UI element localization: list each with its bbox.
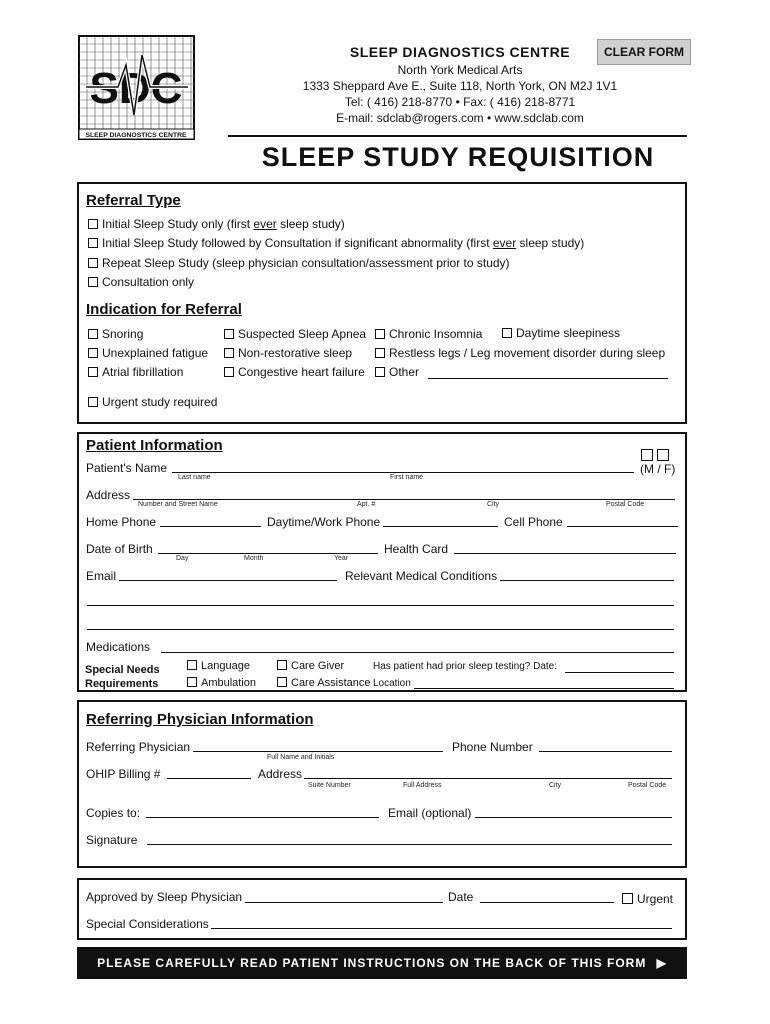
physician-email-label: Email (optional) [388, 806, 472, 820]
checkbox[interactable] [88, 367, 98, 377]
apt-hint: Apt. # [357, 501, 376, 508]
email-input[interactable] [119, 580, 337, 581]
physician-city-hint: City [549, 782, 562, 789]
email-label: Email [86, 569, 117, 583]
signature-input[interactable] [147, 844, 672, 845]
referring-physician-input[interactable] [193, 751, 443, 752]
indication-atrial[interactable]: Atrial fibrillation [88, 365, 183, 379]
checkbox[interactable] [88, 397, 98, 407]
physician-postal-hint: Postal Code [628, 782, 667, 789]
clear-form-button[interactable]: CLEAR FORM [597, 39, 691, 65]
need-care-assistance[interactable]: Care Assistance [277, 677, 370, 689]
org-subtitle: North York Medical Arts [397, 63, 523, 77]
checkbox[interactable] [88, 277, 98, 287]
copies-input[interactable] [146, 817, 379, 818]
male-checkbox[interactable] [641, 449, 653, 461]
health-card-input[interactable] [454, 553, 676, 554]
conditions-input[interactable] [500, 580, 674, 581]
checkbox[interactable] [502, 328, 512, 338]
conditions-label: Relevant Medical Conditions [345, 569, 498, 583]
footer-text: PLEASE CAREFULLY READ PATIENT INSTRUCTIONS ON THE BACK OF THIS FORM [97, 956, 647, 970]
indication-heading: Indication for Referral [86, 301, 242, 318]
location-label: Location [373, 678, 411, 689]
indication-nonrestorative[interactable]: Non-restorative sleep [224, 346, 352, 360]
checkbox[interactable] [187, 677, 197, 687]
full-name-hint: Full Name and Initials [267, 754, 335, 761]
ohip-input[interactable] [167, 778, 251, 779]
phone-number-label: Phone Number [452, 740, 533, 754]
page-title: SLEEP STUDY REQUISITION [261, 142, 655, 172]
approved-label: Approved by Sleep Physician [86, 890, 243, 904]
address-label: Address [86, 488, 131, 502]
year-hint: Year [334, 555, 349, 562]
last-name-hint: Last name [178, 474, 211, 481]
referral-option-initial-consult[interactable]: Initial Sleep Study followed by Consultation if significant abnormality (first ever sleep study) [88, 236, 584, 250]
indication-daytime[interactable]: Daytime sleepiness [502, 326, 620, 340]
special-considerations-label: Special Considerations [86, 917, 209, 931]
signature-label: Signature [86, 833, 138, 847]
referring-physician-label: Referring Physician [86, 740, 191, 754]
work-phone-input[interactable] [383, 526, 498, 527]
work-phone-label: Daytime/Work Phone [267, 515, 381, 529]
location-input[interactable] [414, 688, 674, 689]
referral-option-initial[interactable]: Initial Sleep Study only (first ever sleep study) [88, 217, 345, 231]
suite-hint: Suite Number [308, 782, 351, 789]
need-language[interactable]: Language [187, 660, 250, 672]
dob-label: Date of Birth [86, 542, 153, 556]
street-hint: Number and Street Name [138, 501, 218, 508]
copies-label: Copies to: [86, 806, 141, 820]
referral-option-consultation[interactable]: Consultation only [88, 275, 194, 289]
svg-text:SLEEP DIAGNOSTICS CENTRE: SLEEP DIAGNOSTICS CENTRE [85, 132, 187, 139]
indication-snoring[interactable]: Snoring [88, 327, 143, 341]
ohip-label: OHIP Billing # [86, 767, 161, 781]
other-input[interactable] [428, 378, 668, 379]
logo-graphic [78, 35, 195, 140]
checkbox[interactable] [88, 258, 98, 268]
checkbox[interactable] [224, 367, 234, 377]
checkbox[interactable] [88, 348, 98, 358]
checkbox[interactable] [375, 367, 385, 377]
home-phone-label: Home Phone [86, 515, 157, 529]
medications-input[interactable] [161, 652, 674, 653]
physician-email-input[interactable] [475, 817, 672, 818]
approved-input[interactable] [245, 902, 443, 903]
physician-address-label: Address [258, 767, 303, 781]
prior-testing-date-input[interactable] [565, 672, 674, 673]
indication-apnea[interactable]: Suspected Sleep Apnea [224, 327, 366, 341]
org-phone: Tel: ( 416) 218-8770 • Fax: ( 416) 218-8771 [344, 95, 576, 109]
checkbox[interactable] [375, 329, 385, 339]
sex-label: (M / F) [640, 462, 676, 476]
special-considerations-input[interactable] [211, 928, 672, 929]
conditions-input-3[interactable] [87, 629, 674, 630]
month-hint: Month [244, 555, 264, 562]
need-care-giver[interactable]: Care Giver [277, 660, 344, 672]
first-name-hint: First name [390, 474, 424, 481]
org-email: E-mail: sdclab@rogers.com • www.sdclab.com [336, 111, 584, 125]
checkbox[interactable] [622, 893, 633, 904]
checkbox[interactable] [224, 329, 234, 339]
physician-address-input[interactable] [304, 778, 672, 779]
medications-label: Medications [86, 640, 151, 654]
indication-fatigue[interactable]: Unexplained fatigue [88, 346, 208, 360]
address-input[interactable] [133, 499, 675, 500]
cell-phone-label: Cell Phone [504, 515, 563, 529]
patient-heading: Patient Information [86, 437, 223, 454]
referral-type-heading: Referral Type [86, 192, 181, 209]
checkbox[interactable] [277, 660, 287, 670]
phone-number-input[interactable] [539, 751, 672, 752]
home-phone-input[interactable] [160, 526, 261, 527]
org-address: 1333 Sheppard Ave E., Suite 118, North York, ON M2J 1V1 [302, 79, 618, 93]
date-label: Date [448, 890, 474, 904]
physician-heading: Referring Physician Information [86, 711, 314, 728]
special-needs-label: Special Needs Requirements [85, 664, 160, 690]
indication-restless-legs[interactable]: Restless legs / Leg movement disorder during sleep [375, 346, 665, 360]
checkbox[interactable] [88, 238, 98, 248]
conditions-input-2[interactable] [87, 605, 674, 606]
need-ambulation[interactable]: Ambulation [187, 677, 256, 689]
date-input[interactable] [480, 902, 614, 903]
svg-text:SDC: SDC [89, 64, 183, 113]
city-hint: City [487, 501, 500, 508]
logo [78, 35, 195, 140]
patient-name-label: Patient's Name [86, 461, 167, 475]
cell-phone-input[interactable] [567, 526, 678, 527]
indication-other[interactable]: Other [375, 365, 419, 379]
female-checkbox[interactable] [657, 449, 669, 461]
checkbox[interactable] [187, 660, 197, 670]
health-card-label: Health Card [384, 542, 449, 556]
postal-hint: Postal Code [606, 501, 645, 508]
day-hint: Day [176, 555, 189, 562]
referral-option-repeat[interactable]: Repeat Sleep Study (sleep physician consultation/assessment prior to study) [88, 256, 510, 270]
checkbox[interactable] [224, 348, 234, 358]
org-name: SLEEP DIAGNOSTICS CENTRE [349, 44, 571, 60]
checkbox[interactable] [375, 348, 385, 358]
header-rule [228, 135, 687, 137]
patient-section [77, 432, 687, 692]
checkbox[interactable] [88, 329, 98, 339]
prior-testing-label: Has patient had prior sleep testing? Date: [373, 661, 557, 672]
indication-urgent[interactable]: Urgent study required [88, 395, 217, 409]
indication-insomnia[interactable]: Chronic Insomnia [375, 327, 482, 341]
approval-urgent[interactable]: Urgent [622, 892, 673, 906]
patient-name-input[interactable] [172, 472, 634, 473]
arrow-right-icon: ▶ [656, 956, 667, 970]
checkbox[interactable] [277, 677, 287, 687]
footer-banner [77, 947, 687, 979]
full-address-hint: Full Address [403, 782, 442, 789]
indication-chf[interactable]: Congestive heart failure [224, 365, 365, 379]
dob-input[interactable] [158, 553, 378, 554]
checkbox[interactable] [88, 219, 98, 229]
